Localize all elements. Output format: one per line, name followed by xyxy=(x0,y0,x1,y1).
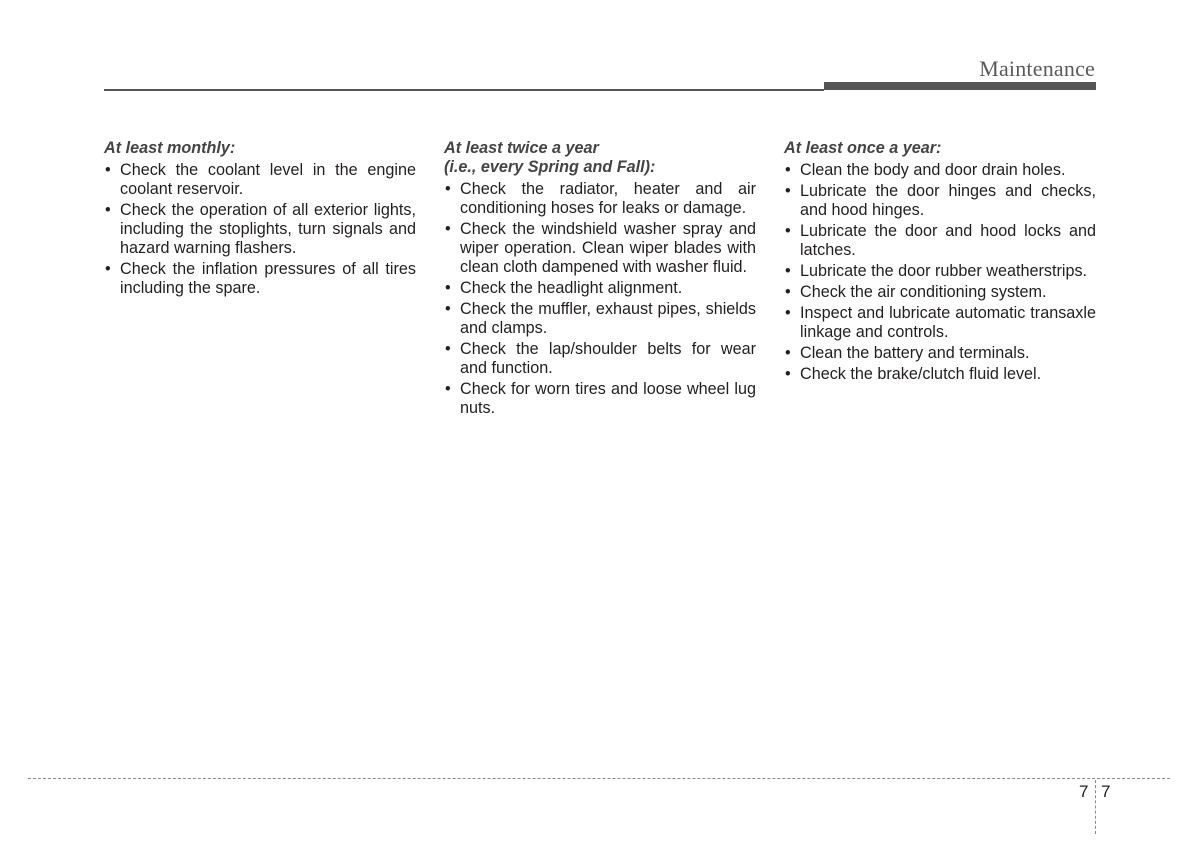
bullet-icon: • xyxy=(105,161,111,179)
list-item xyxy=(104,260,416,298)
list-item xyxy=(784,262,1096,281)
list-item xyxy=(104,201,416,258)
list-item xyxy=(784,344,1096,363)
item-text: Check for worn tires and loose wheel lug nuts. xyxy=(460,380,756,417)
bullet-icon: • xyxy=(785,344,791,362)
item-text: Lubricate the door and hood locks and latches. xyxy=(800,222,1096,259)
list-item xyxy=(444,220,756,277)
bullet-icon: • xyxy=(785,161,791,179)
column-heading xyxy=(444,139,756,177)
heading-line: (i.e., every Spring and Fall): xyxy=(444,158,656,176)
bullet-icon: • xyxy=(445,180,451,198)
footer-dashed-rule xyxy=(28,778,1170,779)
checklist xyxy=(444,180,756,418)
list-item xyxy=(444,340,756,378)
list-item xyxy=(444,300,756,338)
item-text: Check the muffler, exhaust pipes, shields and clamps. xyxy=(460,300,756,337)
header-bar xyxy=(824,82,1096,90)
item-text: Check the operation of all exterior lights, including the stoplights, turn signals and hazard warning flashers. xyxy=(120,201,416,257)
bullet-icon: • xyxy=(105,260,111,278)
column-monthly xyxy=(104,139,416,300)
bullet-icon: • xyxy=(785,222,791,240)
list-item xyxy=(444,180,756,218)
item-text: Check the coolant level in the engine coolant reservoir. xyxy=(120,161,416,198)
list-item xyxy=(104,161,416,199)
bullet-icon: • xyxy=(445,300,451,318)
column-heading xyxy=(784,139,1096,158)
list-item xyxy=(784,283,1096,302)
bullet-icon: • xyxy=(105,201,111,219)
item-text: Clean the battery and terminals. xyxy=(800,344,1030,362)
bullet-icon: • xyxy=(445,380,451,398)
item-text: Lubricate the door hinges and checks, and hood hinges. xyxy=(800,182,1096,219)
bullet-icon: • xyxy=(785,182,791,200)
item-text: Inspect and lubricate automatic transaxle linkage and controls. xyxy=(800,304,1096,341)
item-text: Check the headlight alignment. xyxy=(460,279,683,297)
list-item xyxy=(444,279,756,298)
bullet-icon: • xyxy=(785,262,791,280)
item-text: Check the brake/clutch fluid level. xyxy=(800,365,1042,383)
heading-line: At least twice a year xyxy=(444,139,599,157)
bullet-icon: • xyxy=(445,340,451,358)
item-text: Clean the body and door drain holes. xyxy=(800,161,1066,179)
checklist xyxy=(784,161,1096,384)
column-twice-a-year xyxy=(444,139,756,420)
footer-dashed-divider xyxy=(1095,780,1096,834)
item-text: Check the inflation pressures of all tires including the spare. xyxy=(120,260,416,297)
checklist xyxy=(104,161,416,298)
chapter-number: 7 xyxy=(1079,782,1089,801)
item-text: Check the air conditioning system. xyxy=(800,283,1047,301)
bullet-icon: • xyxy=(785,365,791,383)
header-rule xyxy=(104,89,824,91)
list-item xyxy=(784,365,1096,384)
item-text: Check the windshield washer spray and wiper operation. Clean wiper blades with clean cloth dampened with washer fluid. xyxy=(460,220,756,276)
column-once-a-year xyxy=(784,139,1096,386)
item-text: Lubricate the door rubber weatherstrips. xyxy=(800,262,1088,280)
list-item xyxy=(784,304,1096,342)
page-title: Maintenance xyxy=(979,56,1095,81)
heading-line: At least once a year: xyxy=(784,139,942,157)
bullet-icon: • xyxy=(785,283,791,301)
list-item xyxy=(444,380,756,418)
item-text: Check the radiator, heater and air conditioning hoses for leaks or damage. xyxy=(460,180,756,217)
list-item xyxy=(784,222,1096,260)
list-item xyxy=(784,161,1096,180)
column-heading xyxy=(104,139,416,158)
heading-line: At least monthly: xyxy=(104,139,236,157)
page-number: 7 xyxy=(1101,782,1111,801)
bullet-icon: • xyxy=(785,304,791,322)
bullet-icon: • xyxy=(445,220,451,238)
list-item xyxy=(784,182,1096,220)
item-text: Check the lap/shoulder belts for wear and function. xyxy=(460,340,756,377)
bullet-icon: • xyxy=(445,279,451,297)
